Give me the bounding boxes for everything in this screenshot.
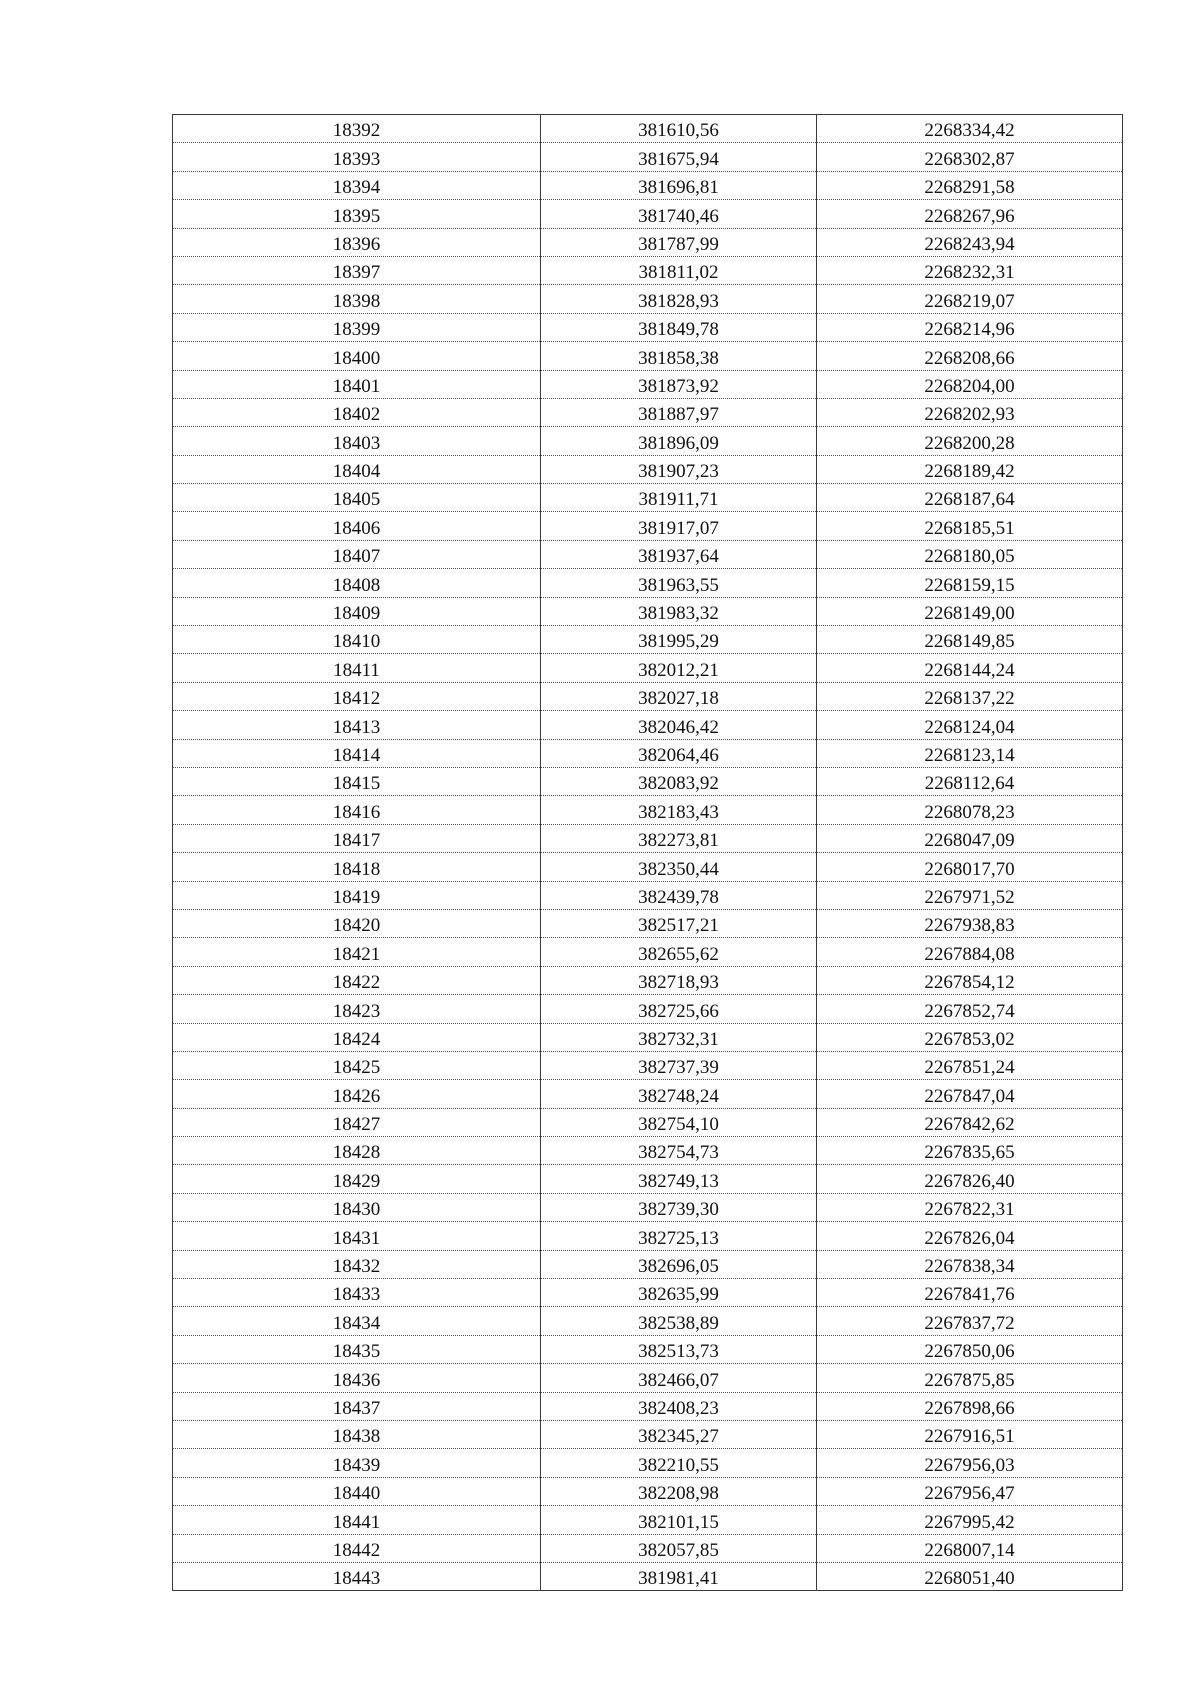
y-coordinate-cell: 2268149,85 [817,626,1123,654]
point-number-cell: 18406 [173,512,541,540]
point-number-cell: 18439 [173,1449,541,1477]
x-coordinate-cell: 382737,39 [541,1051,817,1079]
point-number-cell: 18399 [173,313,541,341]
y-coordinate-cell: 2268202,93 [817,398,1123,426]
y-coordinate-cell: 2268137,22 [817,682,1123,710]
point-number-cell: 18441 [173,1506,541,1534]
table-row [173,597,1123,625]
y-coordinate-cell: 2267884,08 [817,938,1123,966]
table-row [173,938,1123,966]
y-coordinate-cell: 2267851,24 [817,1051,1123,1079]
point-number-cell: 18395 [173,200,541,228]
point-number-cell: 18419 [173,881,541,909]
point-number-cell: 18425 [173,1051,541,1079]
table-row [173,342,1123,370]
table-row [173,1279,1123,1307]
y-coordinate-cell: 2267854,12 [817,966,1123,994]
table-row [173,796,1123,824]
point-number-cell: 18429 [173,1165,541,1193]
y-coordinate-cell: 2267852,74 [817,995,1123,1023]
x-coordinate-cell: 381963,55 [541,569,817,597]
point-number-cell: 18401 [173,370,541,398]
y-coordinate-cell: 2267826,40 [817,1165,1123,1193]
point-number-cell: 18392 [173,115,541,143]
point-number-cell: 18436 [173,1364,541,1392]
point-number-cell: 18437 [173,1392,541,1420]
table-row [173,881,1123,909]
table-row [173,285,1123,313]
x-coordinate-cell: 381995,29 [541,626,817,654]
y-coordinate-cell: 2268185,51 [817,512,1123,540]
y-coordinate-cell: 2267822,31 [817,1193,1123,1221]
table-row [173,909,1123,937]
x-coordinate-cell: 382725,13 [541,1222,817,1250]
point-number-cell: 18423 [173,995,541,1023]
y-coordinate-cell: 2267971,52 [817,881,1123,909]
table-row [173,853,1123,881]
y-coordinate-cell: 2268124,04 [817,711,1123,739]
table-row [173,1562,1123,1590]
point-number-cell: 18402 [173,398,541,426]
point-number-cell: 18432 [173,1250,541,1278]
point-number-cell: 18414 [173,739,541,767]
y-coordinate-cell: 2267853,02 [817,1023,1123,1051]
x-coordinate-cell: 381696,81 [541,171,817,199]
point-number-cell: 18405 [173,484,541,512]
y-coordinate-cell: 2268232,31 [817,256,1123,284]
x-coordinate-cell: 382350,44 [541,853,817,881]
y-coordinate-cell: 2268208,66 [817,342,1123,370]
y-coordinate-cell: 2268200,28 [817,427,1123,455]
table-row [173,1420,1123,1448]
table-row [173,200,1123,228]
x-coordinate-cell: 382210,55 [541,1449,817,1477]
point-number-cell: 18426 [173,1080,541,1108]
table-row [173,1250,1123,1278]
table-row [173,228,1123,256]
x-coordinate-cell: 381981,41 [541,1562,817,1590]
table-row [173,427,1123,455]
table-row [173,824,1123,852]
x-coordinate-cell: 382517,21 [541,909,817,937]
y-coordinate-cell: 2268007,14 [817,1534,1123,1562]
point-number-cell: 18411 [173,654,541,682]
point-number-cell: 18424 [173,1023,541,1051]
table-row [173,143,1123,171]
x-coordinate-cell: 381887,97 [541,398,817,426]
y-coordinate-cell: 2267875,85 [817,1364,1123,1392]
y-coordinate-cell: 2268243,94 [817,228,1123,256]
point-number-cell: 18422 [173,966,541,994]
y-coordinate-cell: 2267847,04 [817,1080,1123,1108]
x-coordinate-cell: 382027,18 [541,682,817,710]
y-coordinate-cell: 2267916,51 [817,1420,1123,1448]
point-number-cell: 18417 [173,824,541,852]
point-number-cell: 18413 [173,711,541,739]
table-row [173,313,1123,341]
y-coordinate-cell: 2267837,72 [817,1307,1123,1335]
y-coordinate-cell: 2267841,76 [817,1279,1123,1307]
table-row [173,115,1123,143]
point-number-cell: 18428 [173,1137,541,1165]
x-coordinate-cell: 382208,98 [541,1477,817,1505]
x-coordinate-cell: 382749,13 [541,1165,817,1193]
table-row [173,1477,1123,1505]
table-row [173,1165,1123,1193]
y-coordinate-cell: 2268017,70 [817,853,1123,881]
point-number-cell: 18418 [173,853,541,881]
x-coordinate-cell: 382754,73 [541,1137,817,1165]
x-coordinate-cell: 381983,32 [541,597,817,625]
point-number-cell: 18416 [173,796,541,824]
x-coordinate-cell: 382754,10 [541,1108,817,1136]
point-number-cell: 18404 [173,455,541,483]
point-number-cell: 18400 [173,342,541,370]
y-coordinate-cell: 2267938,83 [817,909,1123,937]
table-row [173,1335,1123,1363]
table-row [173,1534,1123,1562]
y-coordinate-cell: 2267842,62 [817,1108,1123,1136]
y-coordinate-cell: 2268123,14 [817,739,1123,767]
table-row [173,171,1123,199]
y-coordinate-cell: 2268112,64 [817,767,1123,795]
point-number-cell: 18398 [173,285,541,313]
x-coordinate-cell: 382012,21 [541,654,817,682]
x-coordinate-cell: 382739,30 [541,1193,817,1221]
point-number-cell: 18394 [173,171,541,199]
x-coordinate-cell: 381907,23 [541,455,817,483]
x-coordinate-cell: 382718,93 [541,966,817,994]
table-row [173,540,1123,568]
point-number-cell: 18412 [173,682,541,710]
x-coordinate-cell: 382538,89 [541,1307,817,1335]
y-coordinate-cell: 2267956,03 [817,1449,1123,1477]
point-number-cell: 18434 [173,1307,541,1335]
point-number-cell: 18427 [173,1108,541,1136]
x-coordinate-cell: 382083,92 [541,767,817,795]
table-row [173,1108,1123,1136]
point-number-cell: 18430 [173,1193,541,1221]
y-coordinate-cell: 2268214,96 [817,313,1123,341]
x-coordinate-cell: 382345,27 [541,1420,817,1448]
y-coordinate-cell: 2268144,24 [817,654,1123,682]
point-number-cell: 18443 [173,1562,541,1590]
x-coordinate-cell: 381849,78 [541,313,817,341]
point-number-cell: 18410 [173,626,541,654]
table-row [173,1023,1123,1051]
y-coordinate-cell: 2267850,06 [817,1335,1123,1363]
x-coordinate-cell: 382408,23 [541,1392,817,1420]
point-number-cell: 18421 [173,938,541,966]
y-coordinate-cell: 2268291,58 [817,171,1123,199]
point-number-cell: 18408 [173,569,541,597]
table-row [173,1307,1123,1335]
table-row [173,398,1123,426]
table-row [173,1193,1123,1221]
x-coordinate-cell: 382046,42 [541,711,817,739]
table-row [173,995,1123,1023]
y-coordinate-cell: 2268180,05 [817,540,1123,568]
y-coordinate-cell: 2267826,04 [817,1222,1123,1250]
x-coordinate-cell: 381675,94 [541,143,817,171]
y-coordinate-cell: 2268159,15 [817,569,1123,597]
point-number-cell: 18435 [173,1335,541,1363]
x-coordinate-cell: 382273,81 [541,824,817,852]
x-coordinate-cell: 381787,99 [541,228,817,256]
x-coordinate-cell: 382183,43 [541,796,817,824]
table-row [173,1449,1123,1477]
x-coordinate-cell: 382696,05 [541,1250,817,1278]
x-coordinate-cell: 382748,24 [541,1080,817,1108]
y-coordinate-cell: 2267838,34 [817,1250,1123,1278]
table-row [173,455,1123,483]
y-coordinate-cell: 2268204,00 [817,370,1123,398]
point-number-cell: 18415 [173,767,541,795]
y-coordinate-cell: 2268267,96 [817,200,1123,228]
x-coordinate-cell: 381828,93 [541,285,817,313]
y-coordinate-cell: 2268189,42 [817,455,1123,483]
table-row [173,966,1123,994]
point-number-cell: 18403 [173,427,541,455]
y-coordinate-cell: 2267835,65 [817,1137,1123,1165]
x-coordinate-cell: 381858,38 [541,342,817,370]
point-number-cell: 18420 [173,909,541,937]
x-coordinate-cell: 382635,99 [541,1279,817,1307]
table-row [173,1051,1123,1079]
y-coordinate-cell: 2268051,40 [817,1562,1123,1590]
coordinates-table [172,114,1123,1591]
table-row [173,569,1123,597]
table-row [173,370,1123,398]
y-coordinate-cell: 2268187,64 [817,484,1123,512]
x-coordinate-cell: 382513,73 [541,1335,817,1363]
table-row [173,1080,1123,1108]
y-coordinate-cell: 2268334,42 [817,115,1123,143]
point-number-cell: 18396 [173,228,541,256]
table-row [173,512,1123,540]
x-coordinate-cell: 382057,85 [541,1534,817,1562]
x-coordinate-cell: 381740,46 [541,200,817,228]
x-coordinate-cell: 382064,46 [541,739,817,767]
coordinates-table-body [173,115,1123,1591]
y-coordinate-cell: 2268219,07 [817,285,1123,313]
point-number-cell: 18393 [173,143,541,171]
x-coordinate-cell: 382466,07 [541,1364,817,1392]
x-coordinate-cell: 381937,64 [541,540,817,568]
x-coordinate-cell: 382725,66 [541,995,817,1023]
x-coordinate-cell: 382439,78 [541,881,817,909]
y-coordinate-cell: 2268149,00 [817,597,1123,625]
point-number-cell: 18433 [173,1279,541,1307]
x-coordinate-cell: 381911,71 [541,484,817,512]
table-row [173,1506,1123,1534]
table-row [173,654,1123,682]
x-coordinate-cell: 381917,07 [541,512,817,540]
x-coordinate-cell: 381873,92 [541,370,817,398]
x-coordinate-cell: 382732,31 [541,1023,817,1051]
x-coordinate-cell: 381610,56 [541,115,817,143]
y-coordinate-cell: 2267956,47 [817,1477,1123,1505]
table-row [173,626,1123,654]
table-row [173,1392,1123,1420]
y-coordinate-cell: 2268047,09 [817,824,1123,852]
table-row [173,1222,1123,1250]
table-row [173,767,1123,795]
point-number-cell: 18431 [173,1222,541,1250]
point-number-cell: 18397 [173,256,541,284]
point-number-cell: 18409 [173,597,541,625]
table-row [173,1137,1123,1165]
table-row [173,1364,1123,1392]
x-coordinate-cell: 382101,15 [541,1506,817,1534]
y-coordinate-cell: 2268078,23 [817,796,1123,824]
table-row [173,256,1123,284]
table-row [173,739,1123,767]
point-number-cell: 18438 [173,1420,541,1448]
y-coordinate-cell: 2267995,42 [817,1506,1123,1534]
y-coordinate-cell: 2267898,66 [817,1392,1123,1420]
y-coordinate-cell: 2268302,87 [817,143,1123,171]
x-coordinate-cell: 381896,09 [541,427,817,455]
table-row [173,682,1123,710]
table-row [173,484,1123,512]
point-number-cell: 18407 [173,540,541,568]
point-number-cell: 18442 [173,1534,541,1562]
point-number-cell: 18440 [173,1477,541,1505]
x-coordinate-cell: 381811,02 [541,256,817,284]
table-row [173,711,1123,739]
x-coordinate-cell: 382655,62 [541,938,817,966]
